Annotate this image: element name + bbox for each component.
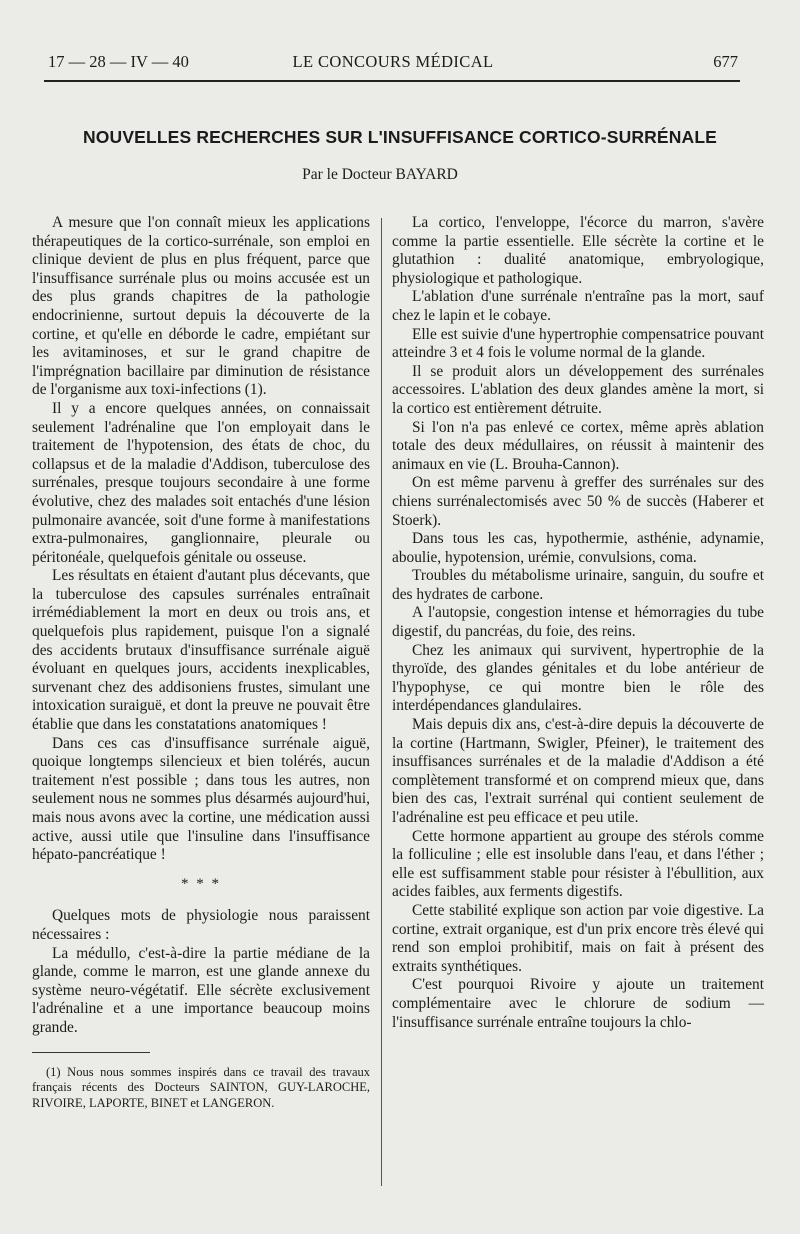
paragraph: A mesure que l'on connaît mieux les applications thérapeutiques de la cortico-surrénale, son emploi en clinique devient de plus en plus fréquent, parce que l'insuffisance surrénale plus ou moins accusée est un des plus grands chapitres de la pathologie endocrinienne, surtout depuis la découverte de la cortine, et qu'elle en déborde le cadre, empiétant sur les avitaminoses, et sur le grand chapitre de l'imprégnation bacillaire par diminution de résistance de l'organisme aux toxi-infections (1). <box>32 214 370 399</box>
running-header <box>48 52 738 74</box>
section-asterism: * * * <box>181 875 221 892</box>
right-column <box>392 214 764 1032</box>
page-number: 677 <box>713 52 738 71</box>
issue-reference: 17 — 28 — IV — 40 <box>48 52 189 71</box>
left-column <box>32 214 370 1111</box>
paragraph: A l'autopsie, congestion intense et hémorragies du tube digestif, du pancréas, du foie, des reins. <box>392 604 764 641</box>
paragraph: Mais depuis dix ans, c'est-à-dire depuis la découverte de la cortine (Hartmann, Swigler, Pfeiner), le traitement des insuffisances surrénales et de la maladie d'Addison a été complètement transformé et on comprend mieux que, dans bien des cas, l'extrait surrénal qui contient seulement de l'adrénaline est peu efficace et peu utile. <box>392 716 764 826</box>
header-rule <box>44 80 740 82</box>
footnote-rule <box>32 1052 150 1053</box>
paragraph: Dans tous les cas, hypothermie, asthénie, adynamie, aboulie, hypotension, urémie, convulsions, coma. <box>392 530 764 566</box>
paragraph: Elle est suivie d'une hypertrophie compensatrice pouvant atteindre 3 et 4 fois le volume normal de la glande. <box>392 325 764 362</box>
article-title: NOUVELLES RECHERCHES SUR L'INSUFFISANCE CORTICO-SURRÉNALE <box>83 127 717 147</box>
paragraph: Troubles du métabolisme urinaire, sanguin, du soufre et des hydrates de carbone. <box>392 567 764 603</box>
paragraph: L'ablation d'une surrénale n'entraîne pas la mort, sauf chez le lapin et le cobaye. <box>392 288 764 324</box>
paragraph: C'est pourquoi Rivoire y ajoute un traitement complémentaire avec le chlorure de sodium — l'insuffisance surrénale entraîne toujours la chlo- <box>392 976 764 1031</box>
journal-name: LE CONCOURS MÉDICAL <box>292 52 494 71</box>
paragraph: Cette stabilité explique son action par voie digestive. La cortine, extrait organique, est d'un prix encore très élevé qui rend son emploi prohibitif, mais on fait à présent des extraits synthétiques. <box>392 901 764 975</box>
paragraph: Si l'on n'a pas enlevé ce cortex, même après ablation totale des deux médullaires, on réussit à maintenir des animaux en vie (L. Brouha-Cannon). <box>392 418 764 473</box>
paragraph: Dans ces cas d'insuffisance surrénale aiguë, quoique longtemps silencieux et bien tolérés, aucun traitement n'est possible ; dans tous les autres, non seulement nous ne sommes plus désarmés aujourd'hui, mais nous avons avec la cortine, une médication aussi active, aussi utile que l'insuline dans l'insuffisance hépato-pancréatique ! <box>32 734 370 864</box>
paragraph: Cette hormone appartient au groupe des stérols comme la folliculine ; elle est insoluble dans l'eau, et dans l'éther ; elle est suffisamment stable pour résister à l'ébullition, aux acides faibles, aux ferments digestifs. <box>392 827 764 901</box>
paragraph: Quelques mots de physiologie nous paraissent nécessaires : <box>32 907 370 943</box>
article-byline: Par le Docteur BAYARD <box>302 166 458 183</box>
paragraph: Il y a encore quelques années, on connaissait seulement l'adrénaline que l'on employait dans le traitement de l'hypotension, des états de choc, du collapsus et de la maladie d'Addison, tuberculose des surrénales, presque toujours secondaire à une forme évolutive, chez des malades soit entachés d'une lésion pulmonaire avancée, soit d'une forme à manifestations extra-pulmonaires, ganglionnaire, pleurale ou péritonéale, quelquefois génitale ou osseuse. <box>32 399 370 566</box>
paragraph: On est même parvenu à greffer des surrénales sur des chiens surrénalectomisés avec 50 % de succès (Haberer et Stoerk). <box>392 474 764 529</box>
footnote-text: (1) Nous nous sommes inspirés dans ce travail des travaux français récents des Docteurs SAINTON, GUY-LAROCHE, RIVOIRE, LAPORTE, BINET et LANGERON. <box>32 1064 370 1110</box>
paragraph: La médullo, c'est-à-dire la partie médiane de la glande, comme le marron, est une glande annexe du système neuro-végétatif. Elle sécrète exclusivement l'adrénaline et a une importance beaucoup moins grande. <box>32 944 370 1036</box>
paragraph: Il se produit alors un développement des surrénales accessoires. L'ablation des deux glandes amène la mort, si la cortico est entièrement détruite. <box>392 362 764 417</box>
paragraph: La cortico, l'enveloppe, l'écorce du marron, s'avère comme la partie essentielle. Elle sécrète la cortine et le glutathion : dualité anatomique, embryologique, physiologique et pathologique. <box>392 214 764 287</box>
column-divider <box>381 218 382 1186</box>
footnote <box>32 1065 370 1112</box>
paragraph: Chez les animaux qui survivent, hypertrophie de la thyroïde, des glandes génitales et du lobe antérieur de l'hypophyse, ce qui montre bien le rôle des interdépendances glandulaires. <box>392 641 764 715</box>
paragraph: Les résultats en étaient d'autant plus décevants, que la tuberculose des capsules surrénales entraînait irrémédiablement la mort en deux ou trois ans, et quelquefois plus rapidement, puisque l'on a signalé des accidents brutaux d'insuffisance surrénale aiguë évoluant en quelques jours, accidents inexplicables, survenant chez des addisoniens frustes, simulant une intoxication suraiguë, et dont la preuve ne pouvait être établie que dans les constatations anatomiques ! <box>32 567 370 734</box>
